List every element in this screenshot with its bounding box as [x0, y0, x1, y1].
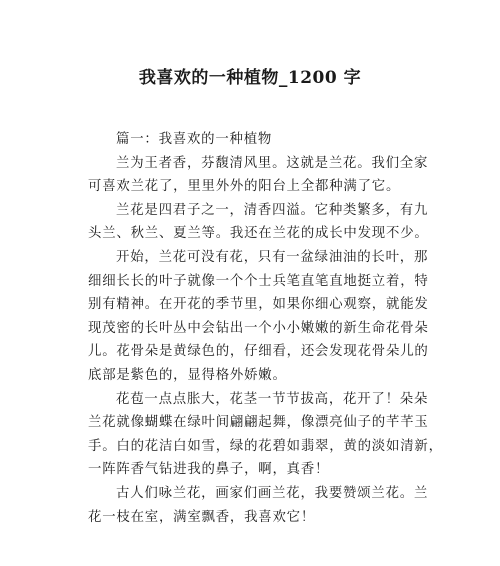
paragraph-line: 一阵阵香气钻进我的鼻子，啊，真香！ [88, 462, 330, 478]
paragraph-line: 手。白的花洁白如雪，绿的花碧如翡翠，黄的淡如清新， [88, 438, 443, 454]
paragraph-line: 现茂密的长叶丛中会钻出一个小小嫩嫩的新生命花骨朵 [88, 320, 429, 336]
paragraph-line: 别有精神。在开花的季节里，如果你细心观察，就能发 [88, 297, 429, 313]
paragraph-line: 兰花就像蝴蝶在绿叶间翩翩起舞，像漂亮仙子的芊芊玉 [88, 415, 429, 431]
paragraph-line: 花一枝在室，满室飘香，我喜欢它！ [88, 509, 316, 525]
section-heading: 篇一：我喜欢的一种植物 [116, 132, 273, 147]
paragraph-line: 儿。花骨朵是黄绿色的，仔细看，还会发现花骨朵儿的 [88, 344, 429, 360]
paragraph-line: 头兰、秋兰、夏兰等。我还在兰花的成长中发现不少。 [88, 226, 429, 242]
paragraph-line: 兰为王者香，芬馥清风里。这就是兰花。我们全家 [116, 155, 429, 171]
page-title: 我喜欢的一种植物_1200 字 [138, 68, 362, 88]
paragraph-line: 底部是紫色的，显得格外娇嫩。 [88, 367, 287, 383]
document-body [88, 128, 443, 529]
paragraph-line: 可喜欢兰花了，里里外外的阳台上全都种满了它。 [88, 179, 401, 195]
paragraph-line: 细细长长的叶子就像一个个士兵笔直笔直地挺立着，特 [88, 273, 429, 289]
paragraph-line: 开始，兰花可没有花，只有一盆绿油油的长叶，那 [116, 249, 429, 265]
paragraph-line: 古人们咏兰花，画家们画兰花，我要赞颂兰花。兰 [116, 485, 429, 501]
paragraph-line: 兰花是四君子之一，清香四溢。它种类繁多，有九 [116, 202, 429, 218]
paragraph-line: 花苞一点点胀大，花茎一节节拔高，花开了！朵朵 [116, 391, 429, 407]
